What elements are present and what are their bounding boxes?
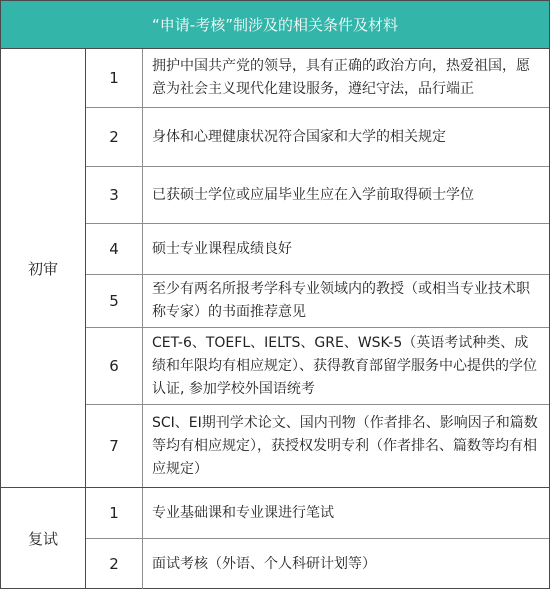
table-row — [86, 49, 549, 108]
row-number: 1 — [86, 49, 143, 107]
row-text: 拥护中国共产党的领导，具有正确的政治方向，热爱祖国，愿意为社会主义现代化建设服务，遵纪守法，品行端正 — [152, 58, 530, 97]
row-number: 3 — [86, 167, 143, 223]
row-text: 硕士专业课程成绩良好 — [152, 240, 292, 257]
row-text: 身体和心理健康状况符合国家和大学的相关规定 — [152, 128, 446, 145]
row-text: CET-6、TOEFL、IELTS、GRE、WSK-5（英语考试种类、成绩和年限均有相应规定）、获得教育部留学服务中心提供的学位认证, 参加学校外国语统考 — [152, 334, 537, 397]
table-row — [86, 167, 549, 224]
table-row — [86, 224, 549, 275]
row-number: 1 — [86, 488, 143, 538]
table-row — [86, 108, 549, 167]
table-row — [86, 539, 549, 589]
stage-group-second-review — [1, 488, 549, 589]
row-number: 2 — [86, 539, 143, 589]
row-text: SCI、EI期刊学术论文、国内刊物（作者排名、影响因子和篇数等均有相应规定），获授权发明专利（作者排名、篇数等均有相应规定） — [152, 414, 538, 477]
row-number: 4 — [86, 224, 143, 274]
table-title: “申请-考核”制涉及的相关条件及材料 — [1, 1, 549, 49]
table-row — [86, 275, 549, 328]
stage-label: 初审 — [1, 49, 86, 487]
row-number: 2 — [86, 108, 143, 166]
stage-group-initial-review — [1, 49, 549, 488]
table-row — [86, 405, 549, 487]
row-text: 至少有两名所报考学科专业领域内的教授（或相当专业技术职称专家）的书面推荐意见 — [152, 281, 530, 320]
row-text: 已获硕士学位或应届毕业生应在入学前取得硕士学位 — [152, 186, 474, 203]
stage-rows — [86, 488, 549, 589]
table-row — [86, 488, 549, 539]
row-text: 面试考核（外语、个人科研计划等） — [152, 555, 376, 572]
row-number: 5 — [86, 275, 143, 327]
stage-label: 复试 — [1, 488, 86, 589]
table-row — [86, 328, 549, 405]
row-text: 专业基础课和专业课进行笔试 — [152, 504, 334, 521]
row-number: 7 — [86, 405, 143, 487]
table-body — [1, 49, 549, 589]
stage-rows — [86, 49, 549, 487]
row-number: 6 — [86, 328, 143, 404]
